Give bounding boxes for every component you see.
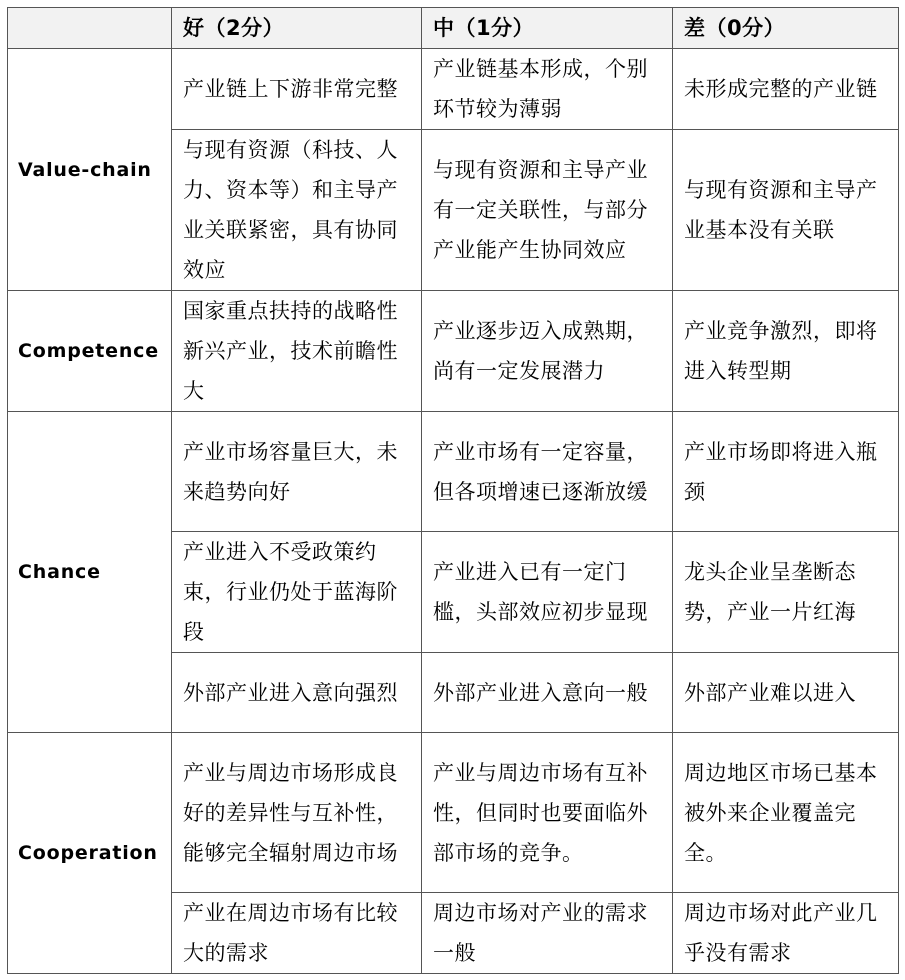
cell-bad: 未形成完整的产业链 [673,49,899,130]
cell-good: 产业在周边市场有比较大的需求 [172,893,422,974]
dimension-value-chain: Value-chain [8,49,172,291]
table-row [8,291,899,412]
dimension-chance: Chance [8,412,172,733]
cell-mid: 外部产业进入意向一般 [422,653,673,733]
table-row [8,412,899,532]
cell-bad: 龙头企业呈垄断态势，产业一片红海 [673,532,899,653]
header-row [8,8,899,49]
table-row [8,733,899,893]
cell-good: 外部产业进入意向强烈 [172,653,422,733]
dimension-cooperation: Cooperation [8,733,172,974]
scoring-table [7,7,899,974]
cell-good: 国家重点扶持的战略性新兴产业，技术前瞻性大 [172,291,422,412]
cell-good: 产业链上下游非常完整 [172,49,422,130]
header-good: 好（2分） [172,8,422,49]
cell-bad: 外部产业难以进入 [673,653,899,733]
cell-mid: 产业与周边市场有互补性，但同时也要面临外部市场的竞争。 [422,733,673,893]
cell-mid: 产业市场有一定容量，但各项增速已逐渐放缓 [422,412,673,532]
cell-good: 产业市场容量巨大，未来趋势向好 [172,412,422,532]
dimension-competence: Competence [8,291,172,412]
cell-bad: 与现有资源和主导产业基本没有关联 [673,130,899,291]
cell-bad: 产业市场即将进入瓶颈 [673,412,899,532]
cell-mid: 产业进入已有一定门槛，头部效应初步显现 [422,532,673,653]
cell-bad: 产业竞争激烈，即将进入转型期 [673,291,899,412]
cell-bad: 周边地区市场已基本被外来企业覆盖完全。 [673,733,899,893]
cell-mid: 周边市场对产业的需求一般 [422,893,673,974]
cell-mid: 与现有资源和主导产业有一定关联性，与部分产业能产生协同效应 [422,130,673,291]
cell-good: 产业与周边市场形成良好的差异性与互补性，能够完全辐射周边市场 [172,733,422,893]
cell-good: 与现有资源（科技、人力、资本等）和主导产业关联紧密，具有协同效应 [172,130,422,291]
cell-mid: 产业链基本形成，个别环节较为薄弱 [422,49,673,130]
header-mid: 中（1分） [422,8,673,49]
table-row [8,49,899,130]
cell-mid: 产业逐步迈入成熟期，尚有一定发展潜力 [422,291,673,412]
cell-good: 产业进入不受政策约束，行业仍处于蓝海阶段 [172,532,422,653]
cell-bad: 周边市场对此产业几乎没有需求 [673,893,899,974]
header-bad: 差（0分） [673,8,899,49]
header-corner-cell [8,8,172,49]
